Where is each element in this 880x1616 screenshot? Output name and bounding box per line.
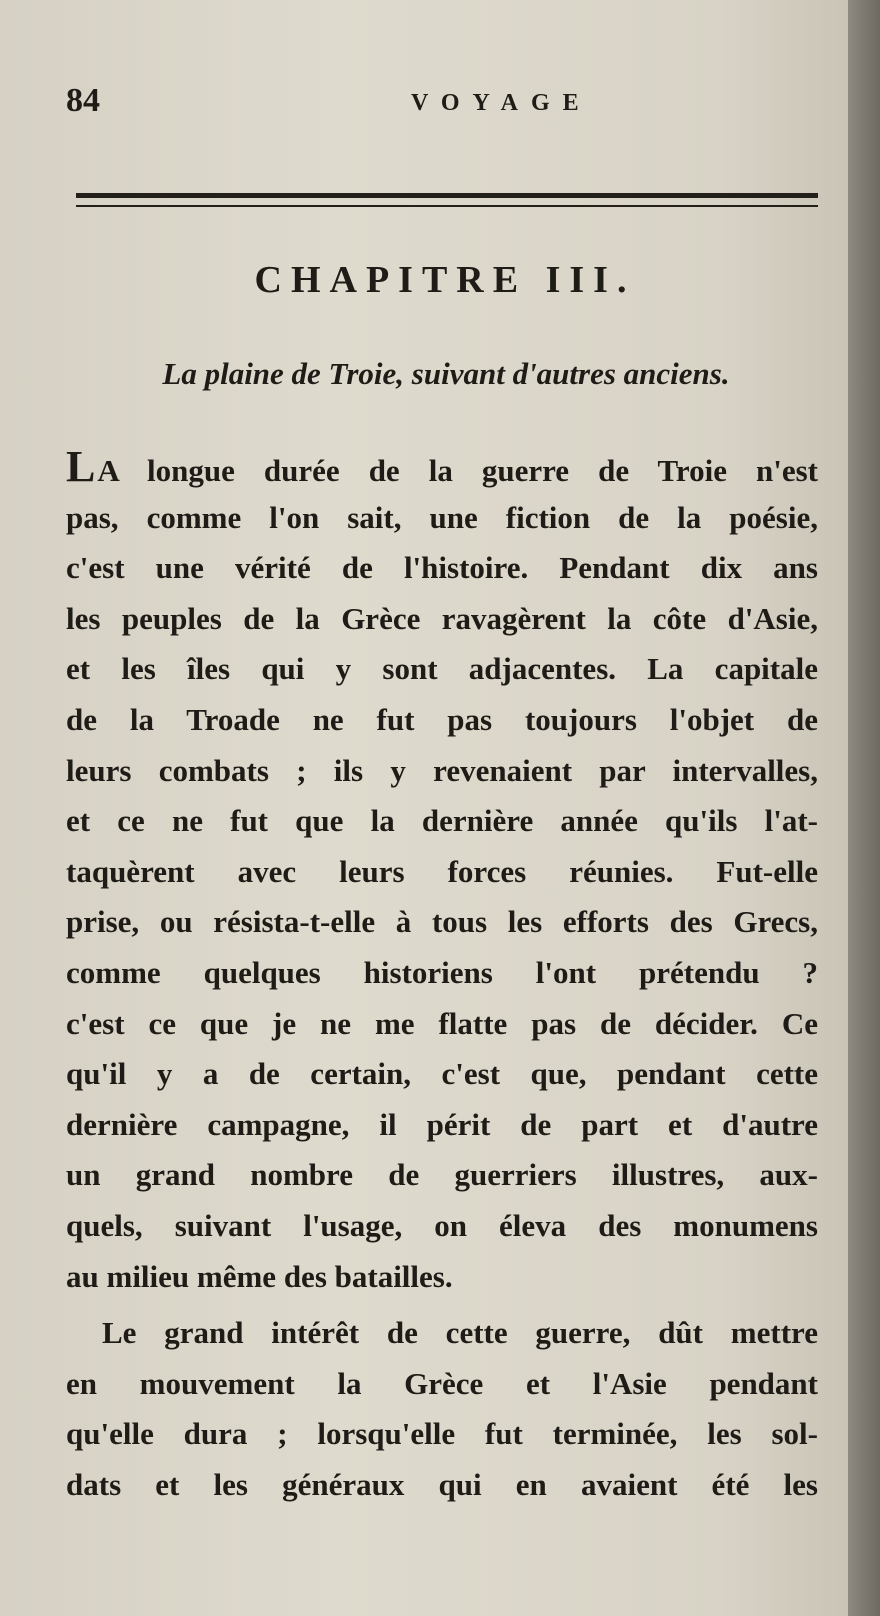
text-line: quels, suivant l'usage, on éleva des monumens	[66, 1207, 818, 1243]
text-line: de la Troade ne fut pas toujours l'objet de	[66, 701, 818, 737]
text-line: dats et les généraux qui en avaient été les	[66, 1466, 818, 1502]
header-rule-thick	[76, 193, 818, 198]
text-line: leurs combats ; ils y revenaient par intervalles,	[66, 752, 818, 788]
text-line: comme quelques historiens l'ont prétendu ?	[66, 954, 818, 990]
text-line: dernière campagne, il périt de part et d'autre	[66, 1106, 818, 1142]
text-line: pas, comme l'on sait, une fiction de la poésie,	[66, 499, 818, 535]
body-text	[66, 442, 818, 1510]
text-line: c'est une vérité de l'histoire. Pendant dix ans	[66, 550, 818, 586]
text-line: un grand nombre de guerriers illustres, aux-	[66, 1157, 818, 1193]
text-line: en mouvement la Grèce et l'Asie pendant	[66, 1365, 818, 1401]
page-number: 84	[66, 82, 100, 119]
text-line: LA longue durée de la guerre de Troie n'est	[66, 442, 818, 491]
text-line: et les îles qui y sont adjacentes. La capitale	[66, 651, 818, 687]
text-line: qu'il y a de certain, c'est que, pendant cette	[66, 1056, 818, 1092]
chapter-subtitle: La plaine de Troie, suivant d'autres anciens.	[162, 356, 730, 391]
text-line: taquèrent avec leurs forces réunies. Fut-elle	[66, 853, 818, 889]
chapter-title: CHAPITRE III.	[254, 259, 636, 301]
text-line: c'est ce que je ne me flatte pas de décider. Ce	[66, 1005, 818, 1041]
text-line: les peuples de la Grèce ravagèrent la côte d'Asie,	[66, 600, 818, 636]
text-line: prise, ou résista-t-elle à tous les efforts des Grecs,	[66, 904, 818, 940]
page-header	[66, 82, 816, 122]
text-line: et ce ne fut que la dernière année qu'ils l'at-	[66, 803, 818, 839]
header-rule-thin	[76, 205, 818, 207]
drop-cap: L	[66, 442, 96, 491]
text-line: Le grand intérêt de cette guerre, dût mettre	[102, 1315, 818, 1351]
text-line: au milieu même des batailles.	[66, 1258, 453, 1294]
text-line: qu'elle dura ; lorsqu'elle fut terminée, les sol-	[66, 1416, 818, 1452]
book-spine-shadow	[848, 0, 880, 1616]
running-title: VOYAGE	[411, 90, 592, 116]
